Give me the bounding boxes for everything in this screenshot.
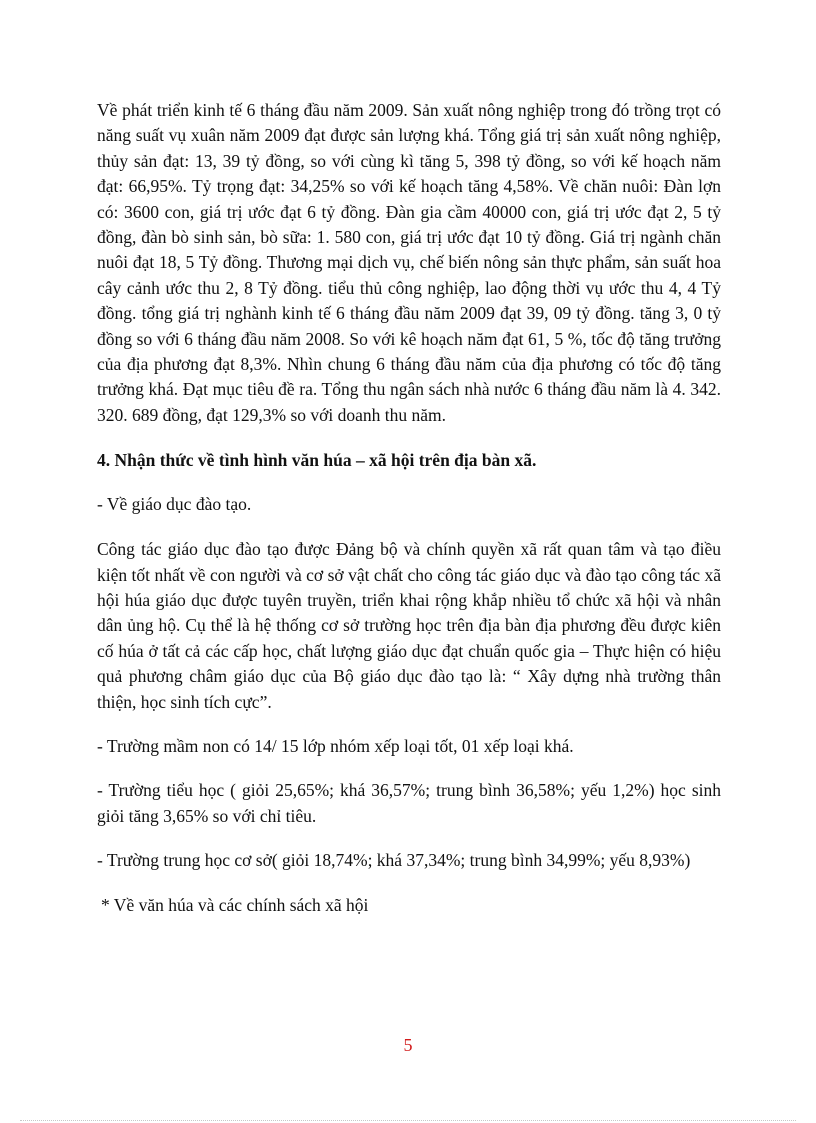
section-heading: 4. Nhận thức về tình hình văn húa – xã hội trên địa bàn xã. [97, 450, 537, 471]
page-number: 5 [403, 1035, 413, 1055]
paragraph-education: Công tác giáo dục đào tạo được Đảng bộ và chính quyền xã rất quan tâm và tạo điều kiện tốt nhất về con người và cơ sở vật chất cho công tác giáo dục và đào tạo công tác xã hội húa giáo dục được tuyên truyền, triển khai rộng khắp nhiều tổ chức xã hội và nhân dân ủng hộ. Cụ thể là hệ thống cơ sở trường học trên địa bàn địa phương đều được kiên cố húa ở tất cả các cấp học, chất lượng giáo dục đạt chuẩn quốc gia – Thực hiện có hiệu quả phương châm giáo dục của Bộ giáo dục đào tạo là: “ Xây dựng nhà trường thân thiện, học sinh tích cực”. [97, 539, 721, 712]
bullet-primary: - Trường tiểu học ( giỏi 25,65%; khá 36,57%; trung bình 36,58%; yếu 1,2%) học sinh giỏi tăng 3,65% so với chỉ tiêu. [97, 780, 721, 826]
paragraph-economy: Về phát triển kinh tế 6 tháng đầu năm 2009. Sản xuất nông nghiệp trong đó trồng trọt có năng suất vụ xuân năm 2009 đạt được sản lượng khá. Tổng giá trị sản xuất nông nghiệp, thủy sản đạt: 13, 39 tỷ đồng, so với cùng kì tăng 5, 398 tỷ đồng, so với kế hoạch năm đạt: 66,95%. Tỷ trọng đạt: 34,25% so với kế hoạch tăng 4,58%. Về chăn nuôi: Đàn lợn có: 3600 con, giá trị ước đạt 6 tỷ đồng. Đàn gia cầm 40000 con, giá trị ước đạt 2, 5 tỷ đồng, đàn bò sinh sản, bò sữa: 1. 580 con, giá trị ước đạt 10 tỷ đồng. Giá trị ngành chăn nuôi đạt 18, 5 Tỷ đồng. Thương mại dịch vụ, chế biến nông sản thực phẩm, sản suất hoa cây cảnh ước thu 2, 8 Tỷ đồng. tiểu thủ công nghiệp, lao động thời vụ ước thu 4, 4 Tỷ đồng. tổng giá trị nghành kinh tế 6 tháng đầu năm 2009 đạt 39, 09 tỷ đồng. tăng 3, 0 tỷ đồng so với 6 tháng đầu năm 2008. So với kê hoạch năm đạt 61, 5 %, tốc độ tăng trưởng của địa phương đạt 8,3%. Nhìn chung 6 tháng đầu năm của địa phương có tốc độ tăng trưởng khá. Đạt mục tiêu đề ra. Tổng thu ngân sách nhà nước 6 tháng đầu năm là 4. 342. 320. 689 đồng, đạt 129,3% so với doanh thu năm. [97, 100, 721, 425]
page-divider [20, 1120, 796, 1121]
bullet-secondary: - Trường trung học cơ sở( giỏi 18,74%; khá 37,34%; trung bình 34,99%; yếu 8,93%) [97, 850, 691, 871]
subheading-culture: * Về văn húa và các chính sách xã hội [101, 894, 369, 915]
bullet-kindergarten: - Trường mầm non có 14/ 15 lớp nhóm xếp loại tốt, 01 xếp loại khá. [97, 735, 574, 756]
page-content [97, 98, 721, 918]
subheading-education: - Về giáo dục đào tạo. [97, 493, 252, 514]
